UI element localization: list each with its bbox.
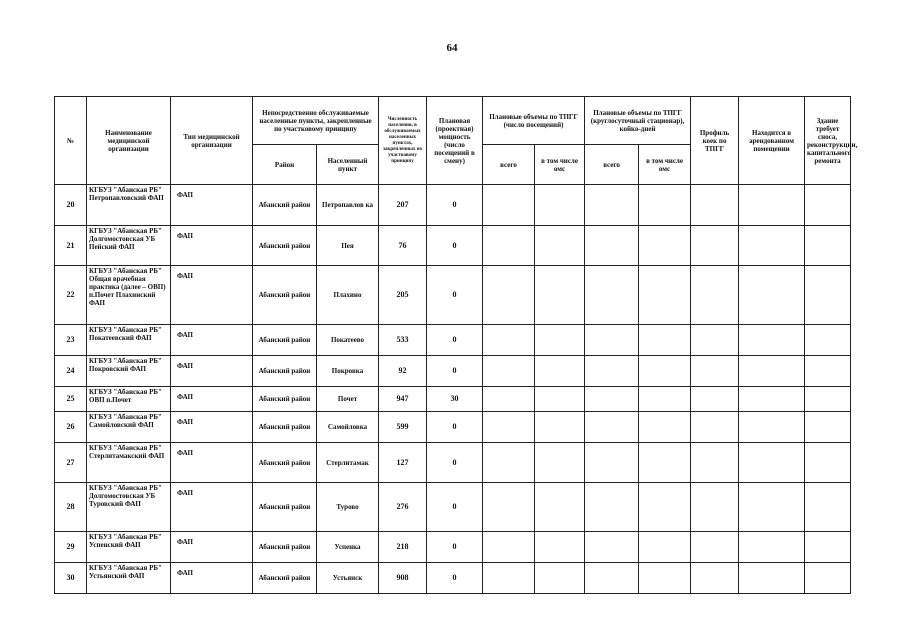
row-district: Абанский район bbox=[253, 387, 317, 412]
row-type: ФАП bbox=[171, 226, 253, 266]
header-visits-oms: в том числе омс bbox=[535, 145, 585, 185]
empty-cell bbox=[535, 412, 585, 443]
row-district: Абанский район bbox=[253, 532, 317, 563]
empty-cell bbox=[639, 226, 691, 266]
row-org: КГБУЗ "Абанская РБ" Петропавловский ФАП bbox=[87, 185, 171, 226]
header-visits-total: всего bbox=[483, 145, 535, 185]
empty-cell bbox=[739, 356, 805, 387]
row-capacity: 0 bbox=[427, 443, 483, 483]
row-num: 23 bbox=[55, 325, 87, 356]
row-capacity: 0 bbox=[427, 532, 483, 563]
header-capacity: Плановая (проектная) мощность (число посещений в смену) bbox=[427, 97, 483, 185]
row-org: КГБУЗ "Абанская РБ" Покровский ФАП bbox=[87, 356, 171, 387]
empty-cell bbox=[535, 387, 585, 412]
empty-cell bbox=[585, 325, 639, 356]
row-org: КГБУЗ "Абанская РБ" ОВП п.Почет bbox=[87, 387, 171, 412]
empty-cell bbox=[691, 443, 739, 483]
empty-cell bbox=[805, 325, 851, 356]
row-type: ФАП bbox=[171, 532, 253, 563]
empty-cell bbox=[805, 226, 851, 266]
row-org: КГБУЗ "Абанская РБ" Долгомостовская УБ Туровский ФАП bbox=[87, 483, 171, 532]
table-row bbox=[55, 356, 851, 387]
row-capacity: 0 bbox=[427, 563, 483, 594]
row-population: 599 bbox=[379, 412, 427, 443]
row-settlement: Пея bbox=[317, 226, 379, 266]
row-org: КГБУЗ "Абанская РБ" Общая врачебная практика (далее – ОВП) п.Почет Плахинский ФАП bbox=[87, 266, 171, 325]
empty-cell bbox=[739, 185, 805, 226]
header-settlement: Населенный пункт bbox=[317, 145, 379, 185]
empty-cell bbox=[535, 185, 585, 226]
empty-cell bbox=[483, 356, 535, 387]
empty-cell bbox=[639, 266, 691, 325]
row-population: 205 bbox=[379, 266, 427, 325]
empty-cell bbox=[691, 532, 739, 563]
row-population: 92 bbox=[379, 356, 427, 387]
row-num: 30 bbox=[55, 563, 87, 594]
empty-cell bbox=[585, 412, 639, 443]
empty-cell bbox=[535, 563, 585, 594]
empty-cell bbox=[739, 266, 805, 325]
empty-cell bbox=[639, 185, 691, 226]
empty-cell bbox=[639, 532, 691, 563]
row-population: 533 bbox=[379, 325, 427, 356]
empty-cell bbox=[483, 532, 535, 563]
row-org: КГБУЗ "Абанская РБ" Самойловский ФАП bbox=[87, 412, 171, 443]
row-population: 207 bbox=[379, 185, 427, 226]
empty-cell bbox=[585, 563, 639, 594]
header-type: Тип медицинской организации bbox=[171, 97, 253, 185]
header-tpgg-beds: Плановые объемы по ТПГГ (круглосуточный стационар), койко-дней bbox=[585, 97, 691, 145]
row-settlement: Самойловка bbox=[317, 412, 379, 443]
table-row bbox=[55, 185, 851, 226]
empty-cell bbox=[585, 185, 639, 226]
empty-cell bbox=[535, 226, 585, 266]
empty-cell bbox=[691, 325, 739, 356]
row-org: КГБУЗ "Абанская РБ" Стерлитамакский ФАП bbox=[87, 443, 171, 483]
empty-cell bbox=[639, 356, 691, 387]
row-num: 28 bbox=[55, 483, 87, 532]
row-settlement: Покровка bbox=[317, 356, 379, 387]
empty-cell bbox=[585, 443, 639, 483]
row-district: Абанский район bbox=[253, 483, 317, 532]
row-settlement: Устьянск bbox=[317, 563, 379, 594]
header-beds-total: всего bbox=[585, 145, 639, 185]
row-capacity: 0 bbox=[427, 325, 483, 356]
row-org: КГБУЗ "Абанская РБ" Успенский ФАП bbox=[87, 532, 171, 563]
empty-cell bbox=[739, 412, 805, 443]
row-type: ФАП bbox=[171, 483, 253, 532]
row-type: ФАП bbox=[171, 185, 253, 226]
row-settlement: Почет bbox=[317, 387, 379, 412]
table-row bbox=[55, 563, 851, 594]
empty-cell bbox=[639, 387, 691, 412]
empty-cell bbox=[535, 483, 585, 532]
header-served: Непосредственно обслуживаемые населенные пункты, закрепленные по участковому принципу bbox=[253, 97, 379, 145]
row-num: 25 bbox=[55, 387, 87, 412]
empty-cell bbox=[739, 532, 805, 563]
page-number: 64 bbox=[446, 42, 458, 54]
row-capacity: 30 bbox=[427, 387, 483, 412]
row-capacity: 0 bbox=[427, 185, 483, 226]
empty-cell bbox=[691, 185, 739, 226]
empty-cell bbox=[805, 563, 851, 594]
row-district: Абанский район bbox=[253, 325, 317, 356]
empty-cell bbox=[639, 412, 691, 443]
header-tpgg-visits: Плановые объемы по ТПГГ (число посещений) bbox=[483, 97, 585, 145]
empty-cell bbox=[805, 185, 851, 226]
empty-cell bbox=[483, 185, 535, 226]
empty-cell bbox=[639, 443, 691, 483]
row-type: ФАП bbox=[171, 266, 253, 325]
empty-cell bbox=[739, 226, 805, 266]
table-row bbox=[55, 226, 851, 266]
row-district: Абанский район bbox=[253, 226, 317, 266]
empty-cell bbox=[739, 387, 805, 412]
table-row bbox=[55, 266, 851, 325]
table-row bbox=[55, 483, 851, 532]
row-district: Абанский район bbox=[253, 443, 317, 483]
row-population: 218 bbox=[379, 532, 427, 563]
empty-cell bbox=[639, 563, 691, 594]
row-population: 76 bbox=[379, 226, 427, 266]
empty-cell bbox=[805, 483, 851, 532]
table-row bbox=[55, 325, 851, 356]
empty-cell bbox=[585, 483, 639, 532]
row-type: ФАП bbox=[171, 443, 253, 483]
row-settlement: Стерлитамак bbox=[317, 443, 379, 483]
row-capacity: 0 bbox=[427, 356, 483, 387]
empty-cell bbox=[483, 387, 535, 412]
header-num: № bbox=[55, 97, 87, 185]
header-population: Численность населения, в обслуживаемых населенных пунктах, закрепленных по участковому принципу bbox=[379, 97, 427, 185]
empty-cell bbox=[739, 563, 805, 594]
empty-cell bbox=[483, 443, 535, 483]
row-district: Абанский район bbox=[253, 185, 317, 226]
row-num: 24 bbox=[55, 356, 87, 387]
empty-cell bbox=[585, 226, 639, 266]
header-org: Наименование медицинской организации bbox=[87, 97, 171, 185]
empty-cell bbox=[691, 226, 739, 266]
row-capacity: 0 bbox=[427, 412, 483, 443]
empty-cell bbox=[535, 356, 585, 387]
empty-cell bbox=[483, 483, 535, 532]
empty-cell bbox=[691, 356, 739, 387]
empty-cell bbox=[535, 266, 585, 325]
row-capacity: 0 bbox=[427, 226, 483, 266]
row-num: 29 bbox=[55, 532, 87, 563]
facilities-table bbox=[54, 96, 858, 594]
empty-cell bbox=[483, 266, 535, 325]
row-type: ФАП bbox=[171, 325, 253, 356]
row-org: КГБУЗ "Абанская РБ" Долгомостовская УБ Пейский ФАП bbox=[87, 226, 171, 266]
header-district: Район bbox=[253, 145, 317, 185]
row-type: ФАП bbox=[171, 356, 253, 387]
empty-cell bbox=[639, 483, 691, 532]
row-type: ФАП bbox=[171, 412, 253, 443]
row-population: 127 bbox=[379, 443, 427, 483]
row-type: ФАП bbox=[171, 563, 253, 594]
table-row bbox=[55, 387, 851, 412]
empty-cell bbox=[639, 325, 691, 356]
table-row bbox=[55, 532, 851, 563]
row-settlement: Покатеево bbox=[317, 325, 379, 356]
empty-cell bbox=[805, 356, 851, 387]
empty-cell bbox=[739, 325, 805, 356]
row-num: 21 bbox=[55, 226, 87, 266]
row-org: КГБУЗ "Абанская РБ" Устьянский ФАП bbox=[87, 563, 171, 594]
row-settlement: Плахино bbox=[317, 266, 379, 325]
empty-cell bbox=[535, 443, 585, 483]
header-bed-profile: Профиль коек по ТПГГ bbox=[691, 97, 739, 185]
row-district: Абанский район bbox=[253, 412, 317, 443]
empty-cell bbox=[585, 387, 639, 412]
empty-cell bbox=[691, 412, 739, 443]
empty-cell bbox=[535, 325, 585, 356]
empty-cell bbox=[739, 443, 805, 483]
empty-cell bbox=[691, 387, 739, 412]
empty-cell bbox=[691, 563, 739, 594]
empty-cell bbox=[805, 532, 851, 563]
empty-cell bbox=[483, 325, 535, 356]
row-population: 908 bbox=[379, 563, 427, 594]
row-settlement: Турово bbox=[317, 483, 379, 532]
row-capacity: 0 bbox=[427, 266, 483, 325]
empty-cell bbox=[805, 443, 851, 483]
empty-cell bbox=[535, 532, 585, 563]
header-beds-oms: в том числе омс bbox=[639, 145, 691, 185]
empty-cell bbox=[739, 483, 805, 532]
row-capacity: 0 bbox=[427, 483, 483, 532]
empty-cell bbox=[585, 356, 639, 387]
row-district: Абанский район bbox=[253, 563, 317, 594]
row-num: 26 bbox=[55, 412, 87, 443]
header-rented: Находится в арендованном помещении bbox=[739, 97, 805, 185]
row-org: КГБУЗ "Абанская РБ" Покатеевский ФАП bbox=[87, 325, 171, 356]
row-district: Абанский район bbox=[253, 356, 317, 387]
empty-cell bbox=[483, 226, 535, 266]
empty-cell bbox=[585, 532, 639, 563]
table-row bbox=[55, 412, 851, 443]
row-type: ФАП bbox=[171, 387, 253, 412]
row-settlement: Петропавлов ка bbox=[317, 185, 379, 226]
empty-cell bbox=[483, 563, 535, 594]
row-num: 22 bbox=[55, 266, 87, 325]
empty-cell bbox=[805, 387, 851, 412]
row-district: Абанский район bbox=[253, 266, 317, 325]
empty-cell bbox=[691, 266, 739, 325]
row-population: 947 bbox=[379, 387, 427, 412]
header-repair: Здание требует сноса, реконструкции, капитального ремонта bbox=[805, 97, 851, 185]
row-settlement: Успенка bbox=[317, 532, 379, 563]
empty-cell bbox=[805, 266, 851, 325]
empty-cell bbox=[483, 412, 535, 443]
empty-cell bbox=[691, 483, 739, 532]
row-num: 20 bbox=[55, 185, 87, 226]
row-population: 276 bbox=[379, 483, 427, 532]
empty-cell bbox=[805, 412, 851, 443]
row-num: 27 bbox=[55, 443, 87, 483]
empty-cell bbox=[585, 266, 639, 325]
table-row bbox=[55, 443, 851, 483]
